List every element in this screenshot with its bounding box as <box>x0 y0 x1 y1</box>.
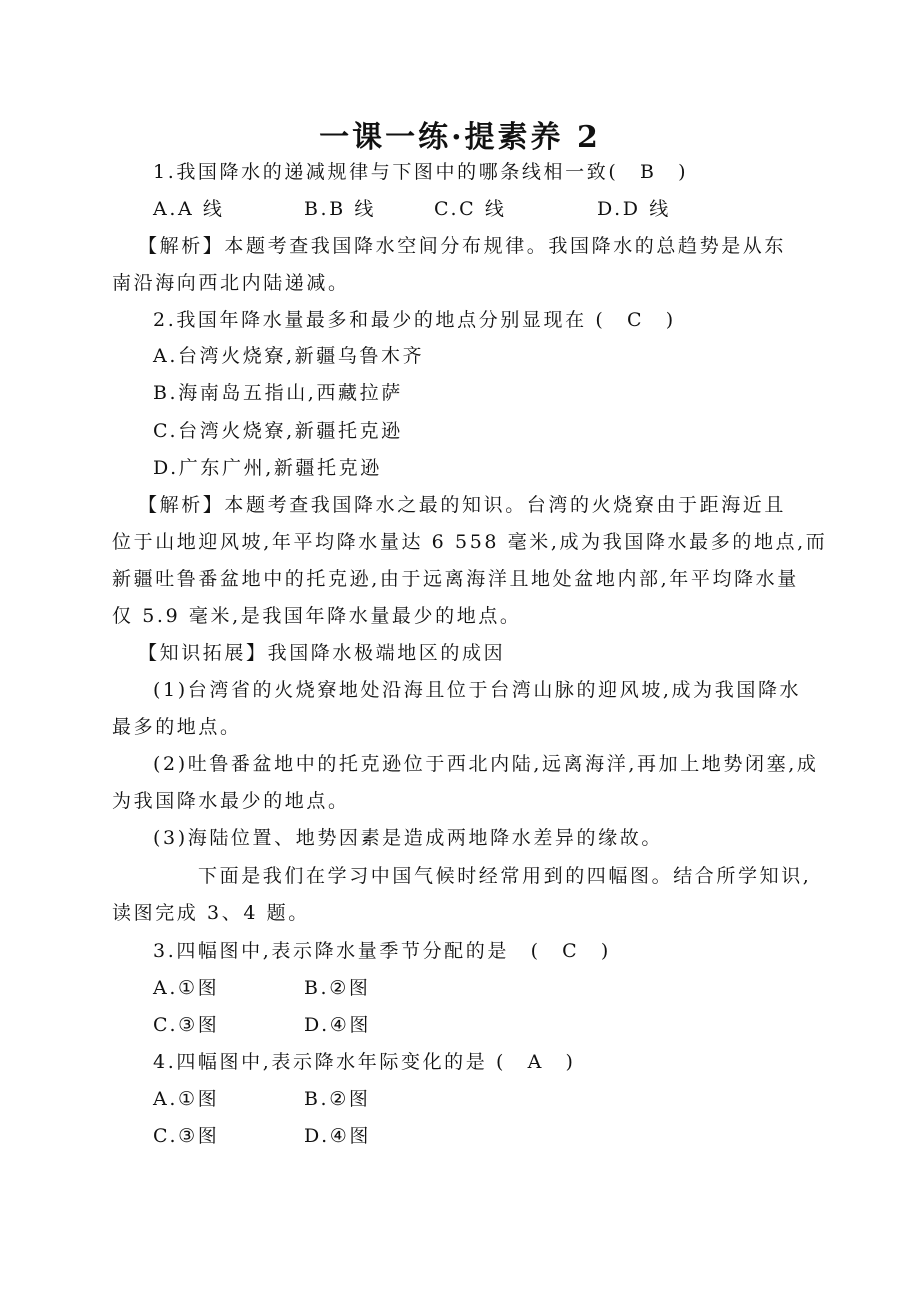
q2-extension-line: (3)海陆位置、地势因素是造成两地降水差异的缘故。 <box>153 827 663 849</box>
q3-option-c: C.③图 <box>153 1014 220 1036</box>
q4-stem: 4.四幅图中,表示降水年际变化的是 ( A ) <box>153 1051 576 1073</box>
q2-option-b: B.海南岛五指山,西藏拉萨 <box>153 382 403 404</box>
q3-option-b: B.②图 <box>304 977 371 999</box>
q2-analysis-line: 仅 5.9 毫米,是我国年降水量最少的地点。 <box>112 605 522 627</box>
page-title: 一课一练·提素养 2 <box>319 120 601 155</box>
q2-analysis-line: 【解析】本题考查我国降水之最的知识。台湾的火烧寮由于距海近且 <box>138 494 787 516</box>
q2-extension-line: (2)吐鲁番盆地中的托克逊位于西北内陆,远离海洋,再加上地势闭塞,成 <box>153 753 819 775</box>
q1-analysis-line: 【解析】本题考查我国降水空间分布规律。我国降水的总趋势是从东 <box>138 235 787 257</box>
q2-extension-line: 为我国降水最少的地点。 <box>112 790 350 812</box>
q2-stem: 2.我国年降水量最多和最少的地点分别显现在 ( C ) <box>153 309 676 331</box>
q4-option-a: A.①图 <box>153 1088 220 1110</box>
q3-option-a: A.①图 <box>153 977 220 999</box>
q2-option-a: A.台湾火烧寮,新疆乌鲁木齐 <box>153 345 425 367</box>
q3-stem: 3.四幅图中,表示降水量季节分配的是 ( C ) <box>153 940 611 962</box>
q1-analysis-line: 南沿海向西北内陆递减。 <box>112 272 350 294</box>
q1-option-a: A.A 线 <box>153 198 225 220</box>
q1-option-d: D.D 线 <box>597 198 671 220</box>
q1-option-c: C.C 线 <box>434 198 507 220</box>
q4-option-b: B.②图 <box>304 1088 371 1110</box>
q2-extension-line: (1)台湾省的火烧寮地处沿海且位于台湾山脉的迎风坡,成为我国降水 <box>153 679 802 701</box>
q4-option-c: C.③图 <box>153 1125 220 1147</box>
q2-option-d: D.广东广州,新疆托克逊 <box>153 457 382 479</box>
q2-analysis-line: 新疆吐鲁番盆地中的托克逊,由于远离海洋且地处盆地内部,年平均降水量 <box>112 568 799 590</box>
intro-line: 读图完成 3、4 题。 <box>112 902 310 924</box>
q4-option-d: D.④图 <box>304 1125 372 1147</box>
q2-analysis-line: 位于山地迎风坡,年平均降水量达 6 558 毫米,成为我国降水最多的地点,而 <box>112 531 828 553</box>
q2-extension-line: 最多的地点。 <box>112 716 242 738</box>
q1-stem: 1.我国降水的递减规律与下图中的哪条线相一致( B ) <box>153 161 689 183</box>
q2-option-c: C.台湾火烧寮,新疆托克逊 <box>153 420 403 442</box>
q1-option-b: B.B 线 <box>304 198 377 220</box>
intro-line: 下面是我们在学习中国气候时经常用到的四幅图。结合所学知识, <box>198 865 812 887</box>
q2-extension-line: 【知识拓展】我国降水极端地区的成因 <box>138 642 506 664</box>
q3-option-d: D.④图 <box>304 1014 372 1036</box>
